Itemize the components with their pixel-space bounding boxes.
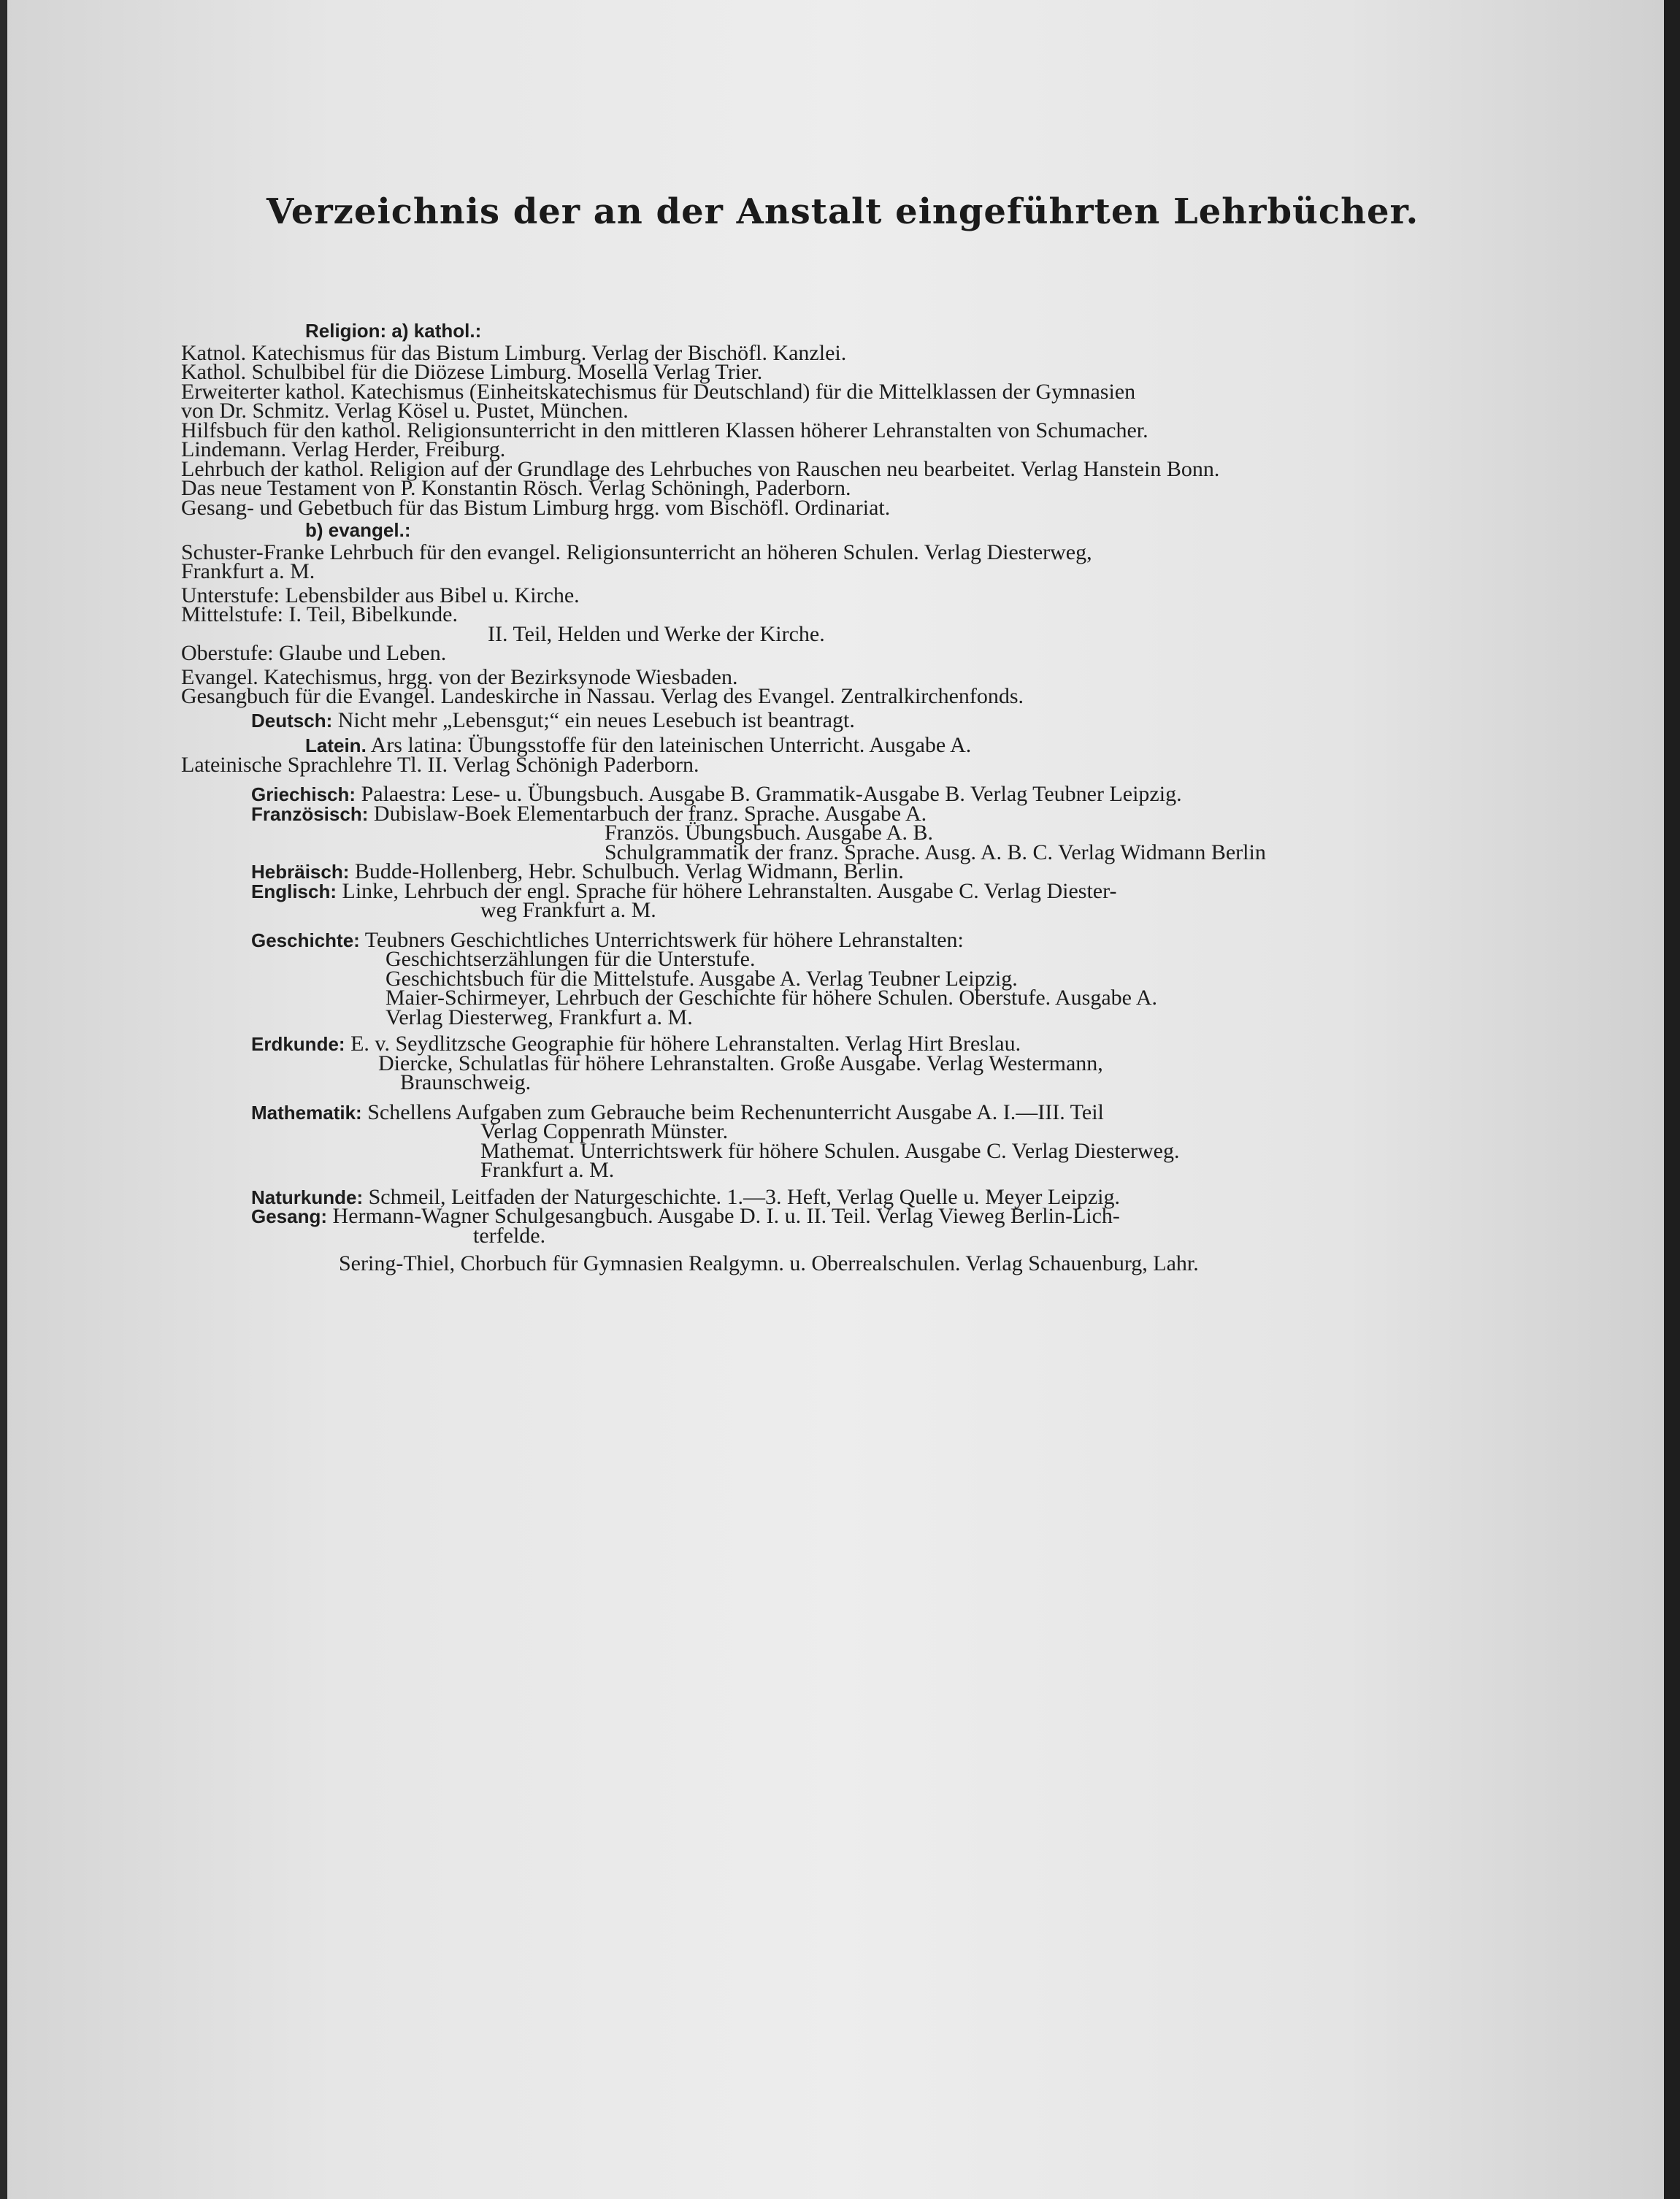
list-line: Diercke, Schulatlas für höhere Lehranstalten. Große Ausgabe. Verlag Westermann, [378, 1051, 1103, 1075]
section-heading-religion-evang: b) evangel.: [305, 519, 411, 541]
scan-edge-left [0, 0, 7, 2199]
list-line: Frankfurt a. M. [480, 1158, 615, 1182]
subject-text: Schellens Aufgaben zum Gebrauche beim Rechenunterricht Ausgabe A. I.—III. Teil [367, 1100, 1104, 1124]
subject-text: Teubners Geschichtliches Unterrichtswerk für höhere Lehranstalten: [364, 927, 964, 952]
subject-label: Englisch: [251, 880, 337, 902]
list-line: von Dr. Schmitz. Verlag Kösel u. Pustet, München. [181, 399, 629, 423]
list-line: Erweiterter kathol. Katechismus (Einheitskatechismus für Deutschland) für die Mittelklassen der Gymnasien [181, 379, 1136, 404]
subject-label: Gesang: [251, 1205, 328, 1227]
list-line: Oberstufe: Glaube und Leben. [181, 641, 447, 665]
scan-edge-right [1664, 0, 1680, 2199]
list-line: Lateinische Sprachlehre Tl. II. Verlag Schönigh Paderborn. [181, 752, 699, 777]
list-line: weg Frankfurt a. M. [480, 898, 656, 922]
list-line: Mathemat. Unterrichtswerk für höhere Schulen. Ausgabe C. Verlag Diesterweg. [480, 1138, 1180, 1163]
subject-label: Erdkunde: [251, 1033, 345, 1055]
list-line: Geschichtserzählungen für die Unterstufe. [386, 947, 756, 971]
subject-label: Mathematik: [251, 1101, 362, 1124]
page-title: Verzeichnis der an der Anstalt eingeführten Lehrbücher. [266, 191, 1419, 232]
list-line: II. Teil, Helden und Werke der Kirche. [488, 621, 825, 646]
subject-text: Hermann-Wagner Schulgesangbuch. Ausgabe D. I. u. II. Teil. Verlag Vieweg Berlin-Lich- [332, 1204, 1120, 1228]
list-line: Maier-Schirmeyer, Lehrbuch der Geschichte für höhere Schulen. Oberstufe. Ausgabe A. [386, 986, 1157, 1010]
list-line: Schulgrammatik der franz. Sprache. Ausg. A. B. C. Verlag Widmann Berlin [605, 840, 1266, 864]
subject-deutsch [181, 707, 1517, 732]
list-line: Braunschweig. [400, 1070, 532, 1094]
list-line: Hilfsbuch für den kathol. Religionsunterricht in den mittleren Klassen höherer Lehranstalten von Schumacher. [181, 418, 1148, 442]
subject-text: E. v. Seydlitzsche Geographie für höhere Lehranstalten. Verlag Hirt Breslau. [350, 1032, 1021, 1056]
list-line: Kathol. Schulbibel für die Diözese Limburg. Mosella Verlag Trier. [181, 360, 763, 384]
subject-geschichte [181, 927, 1517, 952]
list-line: Lehrbuch der kathol. Religion auf der Grundlage des Lehrbuches von Rauschen neu bearbeitet. Verlag Hanstein Bonn. [181, 456, 1220, 481]
subject-text: Linke, Lehrbuch der engl. Sprache für höhere Lehranstalten. Ausgabe C. Verlag Diester- [342, 878, 1117, 903]
subject-text: Nicht mehr „Lebensgut;“ ein neues Lesebuch ist beantragt. [337, 707, 855, 732]
subject-label: Hebräisch: [251, 861, 350, 883]
list-line: Evangel. Katechismus, hrgg. von der Bezirksynode Wiesbaden. [181, 664, 738, 689]
list-line: Verlag Coppenrath Münster. [480, 1119, 729, 1143]
subject-englisch [181, 878, 1517, 903]
subject-label: Latein. [305, 734, 367, 756]
list-line: Katnol. Katechismus für das Bistum Limburg. Verlag der Bischöfl. Kanzlei. [181, 340, 847, 365]
subject-text: Ars latina: Übungsstoffe für den lateinischen Unterricht. Ausgabe A. [370, 733, 972, 757]
list-line: Französ. Übungsbuch. Ausgabe A. B. [605, 821, 933, 845]
list-line: Lindemann. Verlag Herder, Freiburg. [181, 437, 506, 461]
subject-text: Dubislaw-Boek Elementarbuch der franz. Sprache. Ausgabe A. [373, 801, 927, 826]
subject-text: Budde-Hollenberg, Hebr. Schulbuch. Verlag Widmann, Berlin. [354, 859, 904, 883]
subject-mathematik [181, 1100, 1517, 1124]
subject-text: Schmeil, Leitfaden der Naturgeschichte. 1.—3. Heft, Verlag Quelle u. Meyer Leipzig. [368, 1184, 1120, 1209]
list-line: Gesang- und Gebetbuch für das Bistum Limburg hrgg. vom Bischöfl. Ordinariat. [181, 495, 891, 520]
list-line: Verlag Diesterweg, Frankfurt a. M. [386, 1005, 693, 1029]
list-line: Sering-Thiel, Chorbuch für Gymnasien Realgymn. u. Oberrealschulen. Verlag Schauenburg, Lahr. [339, 1251, 1199, 1275]
subject-label: Geschichte: [251, 929, 360, 951]
subject-text: Palaestra: Lese- u. Übungsbuch. Ausgabe B. Grammatik-Ausgabe B. Verlag Teubner Leipzig. [361, 782, 1182, 806]
list-line: Mittelstufe: I. Teil, Bibelkunde. [181, 602, 458, 626]
list-line: Geschichtsbuch für die Mittelstufe. Ausgabe A. Verlag Teubner Leipzig. [386, 966, 1018, 991]
textbook-list [181, 321, 1517, 1274]
subject-gesang [181, 1204, 1517, 1228]
section-heading-religion-kath: Religion: a) kathol.: [305, 320, 482, 342]
list-line: Frankfurt a. M. [181, 559, 315, 583]
list-line: terfelde. [473, 1223, 546, 1248]
list-line: Gesangbuch für die Evangel. Landeskirche in Nassau. Verlag des Evangel. Zentralkirchenfonds. [181, 684, 1024, 708]
subject-label: Naturkunde: [251, 1186, 364, 1208]
list-line: Unterstufe: Lebensbilder aus Bibel u. Kirche. [181, 583, 580, 607]
list-line: Schuster-Franke Lehrbuch für den evangel. Religionsunterricht an höheren Schulen. Verlag Diesterweg, [181, 540, 1092, 564]
list-line: Das neue Testament von P. Konstantin Rösch. Verlag Schöningh, Paderborn. [181, 476, 851, 500]
subject-label: Französisch: [251, 802, 369, 825]
subject-label: Deutsch: [251, 709, 333, 732]
subject-label: Griechisch: [251, 783, 356, 805]
